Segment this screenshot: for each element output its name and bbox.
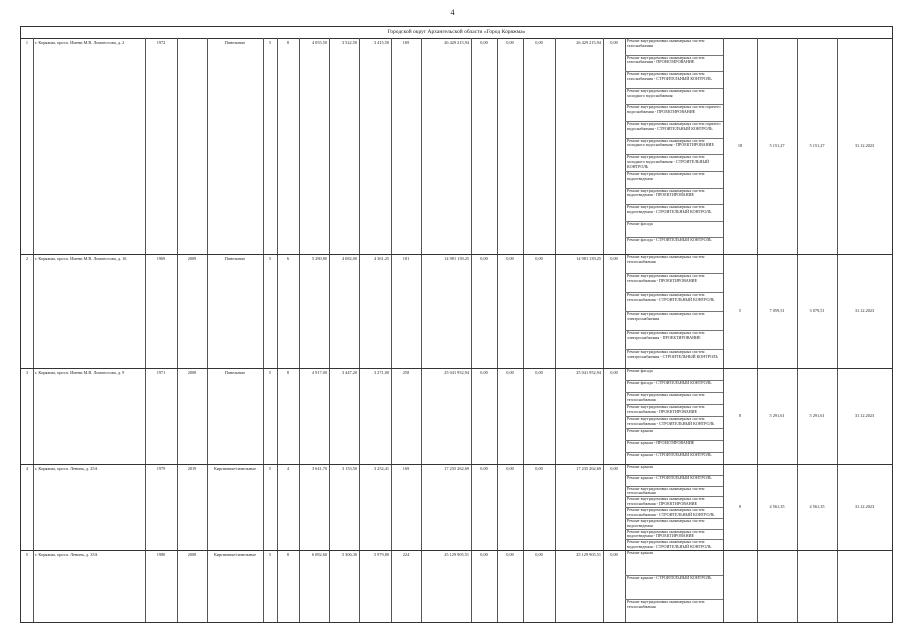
work-divider bbox=[625, 475, 723, 476]
work-item: Ремонт крыши - СТРОИТЕЛЬНЫЙ КОНТРОЛЬ bbox=[627, 475, 712, 480]
work-item: Ремонт внутридомовых инженерных систем водоотведения - ПРОЕКТИРОВАНИЕ bbox=[627, 529, 705, 539]
cell-unit-cost: 7 059,51 bbox=[769, 308, 785, 313]
cell-year-built: 1972 bbox=[156, 40, 166, 45]
cell-walls: Кирпичные/панельные bbox=[214, 466, 256, 471]
cell-entrances: 4 bbox=[286, 466, 290, 471]
cell-fund-loc: 0,00 bbox=[535, 552, 543, 557]
work-divider bbox=[625, 575, 723, 576]
work-item: Ремонт внутридомовых инженерных систем теплоснабжения - СТРОИТЕЛЬНЫЙ КОНТРОЛЬ bbox=[627, 417, 715, 426]
cell-years: 18 bbox=[737, 143, 743, 148]
column-divider bbox=[837, 38, 838, 622]
work-item: Ремонт внутридомовых инженерных систем газоснабжения bbox=[627, 39, 705, 48]
work-divider bbox=[625, 221, 723, 222]
work-divider bbox=[625, 518, 723, 519]
cell-area-total: 6 082,60 bbox=[311, 552, 327, 557]
cell-area-owned: 3 271,00 bbox=[373, 370, 389, 375]
cell-walls: Панельные bbox=[224, 256, 246, 261]
work-divider bbox=[625, 188, 723, 189]
work-divider bbox=[625, 380, 723, 381]
work-item: Ремонт крыши bbox=[627, 465, 653, 469]
cell-fund-loc: 0,00 bbox=[535, 466, 543, 471]
work-item: Ремонт внутридомовых инженерных систем газоснабжения - СТРОИТЕЛЬНЫЙ КОНТРОЛЬ bbox=[627, 72, 712, 82]
work-item: Ремонт фасада - СТРОИТЕЛЬНЫЙ КОНТРОЛЬ bbox=[627, 238, 712, 243]
cell-address: г. Коряжма, просп. Имени М.В. Ломоносова, д. 9 bbox=[35, 370, 125, 375]
cell-address: г. Коряжма, просп. Имени М.В. Ломоносова, д. 16 bbox=[35, 256, 127, 261]
cell-area-living: 3 522,50 bbox=[341, 40, 357, 45]
work-item: Ремонт внутридомовых инженерных систем электроснабжения bbox=[627, 312, 705, 321]
cell-fund-loc: 0,00 bbox=[535, 40, 543, 45]
work-divider bbox=[625, 392, 723, 393]
work-divider bbox=[625, 486, 723, 487]
column-divider bbox=[555, 38, 556, 622]
work-divider bbox=[625, 349, 723, 350]
work-divider bbox=[625, 55, 723, 56]
cell-fund-reg: 0,00 bbox=[506, 466, 514, 471]
cell-year-reno: 2008 bbox=[187, 552, 197, 557]
cell-residents: 224 bbox=[402, 552, 410, 557]
column-divider bbox=[263, 38, 264, 622]
work-divider bbox=[625, 440, 723, 441]
column-divider bbox=[329, 38, 330, 622]
cell-years: 8 bbox=[738, 413, 742, 418]
column-divider bbox=[603, 38, 604, 622]
column-divider bbox=[359, 38, 360, 622]
work-divider bbox=[625, 138, 723, 139]
cell-fund-reg: 0,00 bbox=[506, 256, 514, 261]
cell-num: 1 bbox=[25, 40, 29, 45]
column-divider bbox=[33, 38, 34, 622]
row-divider bbox=[21, 550, 892, 551]
work-item: Ремонт внутридомовых инженерных систем водоотведения bbox=[627, 171, 705, 181]
cell-fund-other: 0,00 bbox=[610, 40, 618, 45]
cell-fund-reg: 0,00 bbox=[506, 40, 514, 45]
work-item: Ремонт внутридомовых инженерных систем теплоснабжения - ПРОЕКТИРОВАНИЕ bbox=[627, 497, 705, 507]
row-divider bbox=[21, 254, 892, 255]
cell-fund-fed: 0,00 bbox=[480, 466, 488, 471]
cell-unit-cost: 5 151,27 bbox=[769, 143, 785, 148]
cell-deadline: 31.12.2023 bbox=[854, 308, 875, 313]
cell-fund-owners: 17 235 262,69 bbox=[576, 466, 601, 471]
work-divider bbox=[625, 416, 723, 417]
cell-area-living: 4 082,00 bbox=[341, 256, 357, 261]
cell-fund-loc: 0,00 bbox=[535, 370, 543, 375]
work-item: Ремонт внутридомовых инженерных систем водоотведения bbox=[627, 518, 705, 528]
cell-entrances: 6 bbox=[286, 256, 290, 261]
capital-repair-table bbox=[20, 26, 893, 623]
work-item: Ремонт внутридомовых инженерных систем холодного водоснабжения - СТРОИТЕЛЬНЫЙ КОНТРОЛЬ bbox=[627, 155, 709, 169]
work-item: Ремонт внутридомовых инженерных систем газоснабжения - ПРОЕКТИРОВАНИЕ bbox=[627, 55, 705, 65]
work-item: Ремонт внутридомовых инженерных систем горячего водоснабжения - СТРОИТЕЛЬНЫЙ КОНТРОЛЬ bbox=[627, 122, 721, 131]
work-divider bbox=[625, 529, 723, 530]
cell-fund-other: 0,00 bbox=[610, 466, 618, 471]
work-item: Ремонт крыши - СТРОИТЕЛЬНЫЙ КОНТРОЛЬ bbox=[627, 575, 712, 580]
work-item: Ремонт внутридомовых инженерных систем теплоснабжения bbox=[627, 600, 705, 610]
work-item: Ремонт внутридомовых инженерных систем теплоснабжения - ПРОЕКТИРОВАНИЕ bbox=[627, 405, 705, 414]
column-divider bbox=[207, 38, 208, 622]
cell-deadline: 31.12.2023 bbox=[854, 143, 875, 148]
cell-num: 4 bbox=[25, 466, 29, 471]
cell-area-total: 4 055,50 bbox=[311, 40, 327, 45]
column-divider bbox=[757, 38, 758, 622]
cell-num: 5 bbox=[25, 552, 29, 557]
cell-fund-fed: 0,00 bbox=[480, 256, 488, 261]
work-divider bbox=[625, 311, 723, 312]
cell-area-owned: 3 252,41 bbox=[373, 466, 389, 471]
cell-year-built: 1971 bbox=[156, 370, 166, 375]
cell-unit-cost: 5 291,61 bbox=[769, 413, 785, 418]
cell-deadline: 31.12.2023 bbox=[854, 413, 875, 418]
row-divider bbox=[21, 368, 892, 369]
column-divider bbox=[497, 38, 498, 622]
cell-fund-other: 0,00 bbox=[610, 256, 618, 261]
work-divider bbox=[625, 121, 723, 122]
cell-year-built: 1969 bbox=[156, 256, 166, 261]
cell-area-total: 3 641,70 bbox=[311, 466, 327, 471]
work-item: Ремонт внутридомовых инженерных систем водоотведения - ПРОЕКТИРОВАНИЕ bbox=[627, 188, 705, 198]
cell-fund-fed: 0,00 bbox=[480, 552, 488, 557]
cell-years: 8 bbox=[738, 504, 742, 509]
cell-year-built: 1979 bbox=[156, 466, 166, 471]
cell-cost-total: 26 429 215,94 bbox=[444, 40, 469, 45]
work-divider bbox=[625, 507, 723, 508]
cell-floors: 5 bbox=[268, 466, 272, 471]
cell-fund-reg: 0,00 bbox=[506, 552, 514, 557]
work-item: Ремонт внутридомовых инженерных систем горячего водоснабжения - ПРОЕКТИРОВАНИЕ bbox=[627, 105, 721, 115]
cell-walls: Панельные bbox=[224, 370, 246, 375]
cell-fund-fed: 0,00 bbox=[480, 370, 488, 375]
cell-address: г. Коряжма, просп. Имени М.В. Ломоносова, д. 2 bbox=[35, 40, 125, 45]
column-divider bbox=[471, 38, 472, 622]
row-divider bbox=[21, 464, 892, 465]
cell-walls: Кирпичные/панельные bbox=[214, 552, 256, 557]
cell-area-owned: 5 979,80 bbox=[373, 552, 389, 557]
work-item: Ремонт крыши - ПРОЕКТИРОВАНИЕ bbox=[627, 441, 695, 445]
cell-area-living: 5 306,30 bbox=[341, 552, 357, 557]
cell-address: г. Коряжма, просп. Ленина, д. 25А bbox=[35, 466, 98, 471]
cell-floors: 5 bbox=[268, 370, 272, 375]
cell-limit-cost: 5 291,61 bbox=[809, 413, 825, 418]
work-item: Ремонт внутридомовых инженерных систем водоотведения - СТРОИТЕЛЬНЫЙ КОНТРОЛЬ bbox=[627, 540, 712, 550]
cell-fund-owners: 25 041 952,94 bbox=[576, 370, 601, 375]
cell-floors: 5 bbox=[268, 256, 272, 261]
cell-cost-total: 25 041 952,94 bbox=[444, 370, 469, 375]
work-item: Ремонт внутридомовых инженерных систем теплоснабжения - СТРОИТЕЛЬНЫЙ КОНТРОЛЬ bbox=[627, 293, 715, 302]
cell-limit-cost: 5 151,27 bbox=[809, 143, 825, 148]
cell-unit-cost: 4 561,35 bbox=[769, 504, 785, 509]
cell-entrances: 8 bbox=[286, 370, 290, 375]
work-divider bbox=[625, 292, 723, 293]
work-item: Ремонт внутридомовых инженерных систем электроснабжения - СТРОИТЕЛЬНЫЙ КОНТРОЛЬ bbox=[627, 350, 718, 359]
cell-floors: 5 bbox=[268, 40, 272, 45]
cell-walls: Панельные bbox=[224, 40, 246, 45]
work-item: Ремонт фасада bbox=[627, 369, 653, 373]
work-item: Ремонт внутридомовых инженерных систем теплоснабжения - СТРОИТЕЛЬНЫЙ КОНТРОЛЬ bbox=[627, 508, 715, 517]
work-divider bbox=[625, 204, 723, 205]
cell-num: 2 bbox=[25, 256, 29, 261]
column-divider bbox=[277, 38, 278, 622]
cell-address: г. Коряжма, просп. Ленина, д. 33А bbox=[35, 552, 98, 557]
cell-cost-total: 17 235 262,69 bbox=[444, 466, 469, 471]
work-divider bbox=[625, 154, 723, 155]
cell-fund-fed: 0,00 bbox=[480, 40, 488, 45]
work-divider bbox=[625, 237, 723, 238]
work-item: Ремонт внутридомовых инженерных систем холодного водоснабжения - ПРОЕКТИРОВАНИЕ bbox=[627, 138, 715, 148]
cell-residents: 169 bbox=[402, 40, 410, 45]
work-divider bbox=[625, 88, 723, 89]
work-item: Ремонт крыши - СТРОИТЕЛЬНЫЙ КОНТРОЛЬ bbox=[627, 453, 712, 457]
table-caption: Городской округ Архангельской области «Город Коряжма» bbox=[21, 27, 892, 39]
work-divider bbox=[625, 104, 723, 105]
work-item: Ремонт фасада - СТРОИТЕЛЬНЫЙ КОНТРОЛЬ bbox=[627, 381, 712, 385]
work-divider bbox=[625, 428, 723, 429]
cell-area-total: 5 280,80 bbox=[311, 256, 327, 261]
cell-fund-owners: 14 981 139,25 bbox=[576, 256, 601, 261]
cell-num: 3 bbox=[25, 370, 29, 375]
column-divider bbox=[299, 38, 300, 622]
work-item: Ремонт внутридомовых инженерных систем теплоснабжения bbox=[627, 393, 705, 402]
work-divider bbox=[625, 71, 723, 72]
column-divider bbox=[723, 38, 724, 622]
work-divider bbox=[625, 496, 723, 497]
cell-entrances: 8 bbox=[286, 552, 290, 557]
cell-fund-other: 0,00 bbox=[610, 370, 618, 375]
cell-fund-owners: 26 429 215,94 bbox=[576, 40, 601, 45]
column-divider bbox=[145, 38, 146, 622]
cell-area-owned: 3 415,50 bbox=[373, 40, 389, 45]
work-item: Ремонт внутридомовых инженерных систем теплоснабжения bbox=[627, 486, 705, 496]
work-divider bbox=[625, 330, 723, 331]
work-divider bbox=[625, 539, 723, 540]
cell-cost-total: 14 981 139,25 bbox=[444, 256, 469, 261]
cell-fund-owners: 25 129 905,51 bbox=[576, 552, 601, 557]
cell-floors: 5 bbox=[268, 552, 272, 557]
work-item: Ремонт внутридомовых инженерных систем теплоснабжения bbox=[627, 255, 705, 264]
column-divider bbox=[523, 38, 524, 622]
cell-residents: 258 bbox=[402, 370, 410, 375]
work-item: Ремонт внутридомовых инженерных систем электроснабжения - ПРОЕКТИРОВАНИЕ bbox=[627, 331, 705, 340]
cell-area-living: 3 153,50 bbox=[341, 466, 357, 471]
work-divider bbox=[625, 452, 723, 453]
cell-year-built: 1980 bbox=[156, 552, 166, 557]
column-divider bbox=[177, 38, 178, 622]
work-item: Ремонт внутридомовых инженерных систем теплоснабжения - ПРОЕКТИРОВАНИЕ bbox=[627, 274, 705, 283]
cell-residents: 169 bbox=[402, 466, 410, 471]
cell-fund-loc: 0,00 bbox=[535, 256, 543, 261]
cell-limit-cost: 3 079,51 bbox=[809, 308, 825, 313]
cell-fund-reg: 0,00 bbox=[506, 370, 514, 375]
cell-entrances: 8 bbox=[286, 40, 290, 45]
cell-year-reno: 2019 bbox=[187, 466, 197, 471]
cell-fund-other: 0,00 bbox=[610, 552, 618, 557]
column-divider bbox=[797, 38, 798, 622]
cell-area-living: 3 447,20 bbox=[341, 370, 357, 375]
cell-cost-total: 25 129 905,51 bbox=[444, 552, 469, 557]
page-number: 4 bbox=[450, 8, 455, 17]
cell-year-reno: 2008 bbox=[187, 370, 197, 375]
column-divider bbox=[421, 38, 422, 622]
cell-year-reno: 2009 bbox=[187, 256, 197, 261]
work-item: Ремонт внутридомовых инженерных систем водоотведения - СТРОИТЕЛЬНЫЙ КОНТРОЛЬ bbox=[627, 205, 712, 214]
cell-area-owned: 4 361,25 bbox=[373, 256, 389, 261]
cell-area-total: 4 917,00 bbox=[311, 370, 327, 375]
work-item: Ремонт фасада bbox=[627, 221, 653, 226]
work-item: Ремонт крыши bbox=[627, 429, 653, 433]
cell-years: 5 bbox=[738, 308, 742, 313]
work-item: Ремонт внутридомовых инженерных систем холодного водоснабжения bbox=[627, 88, 705, 98]
work-divider bbox=[625, 273, 723, 274]
cell-deadline: 31.12.2023 bbox=[854, 504, 875, 509]
work-divider bbox=[625, 599, 723, 600]
work-divider bbox=[625, 171, 723, 172]
work-divider bbox=[625, 404, 723, 405]
cell-limit-cost: 4 561,35 bbox=[809, 504, 825, 509]
work-item: Ремонт крыши bbox=[627, 551, 653, 555]
column-divider bbox=[391, 38, 392, 622]
cell-residents: 181 bbox=[402, 256, 410, 261]
